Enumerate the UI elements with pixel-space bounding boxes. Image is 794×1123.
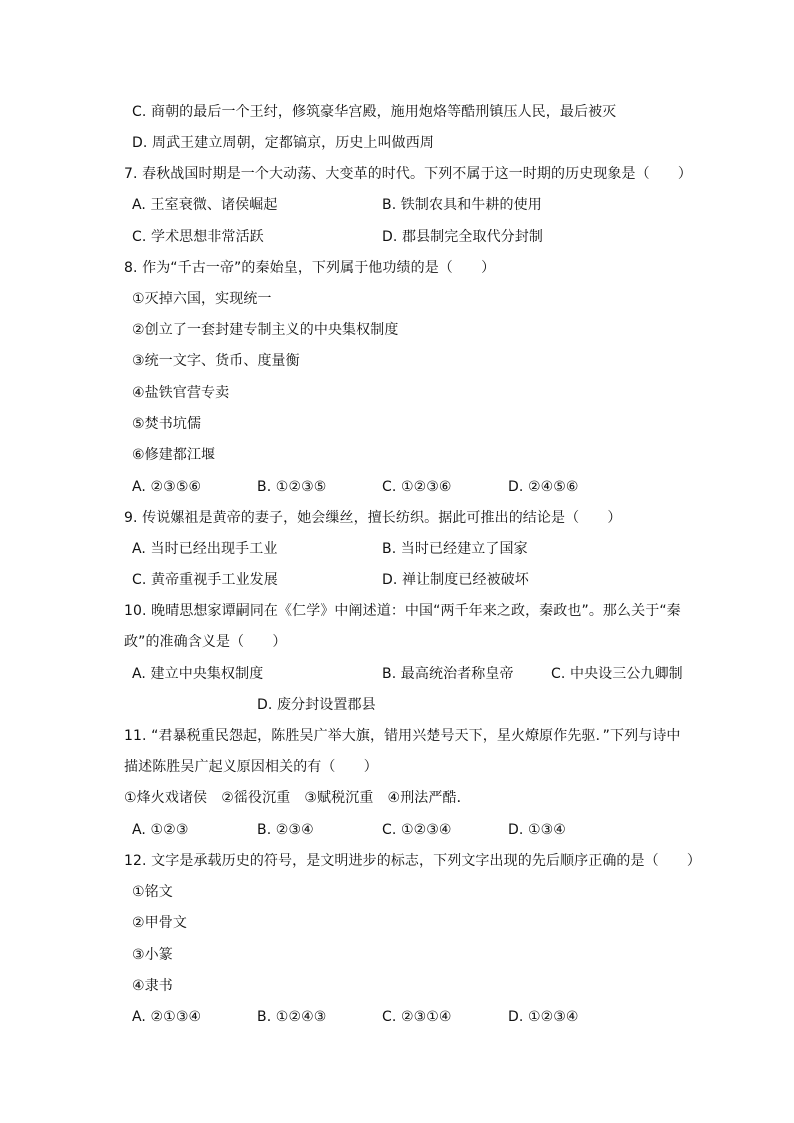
q8-option-d: D. ②④⑤⑥ — [508, 479, 579, 495]
q8-option-c: C. ①②③⑥ — [382, 479, 452, 495]
q11-items: ①烽火戏诸侯 ②徭役沉重 ③赋税沉重 ④刑法严酷． — [124, 790, 471, 806]
q8-option-b: B. ①②③⑤ — [257, 479, 327, 495]
q9-option-b: B. 当时已经建立了国家 — [382, 541, 528, 557]
q11-option-b: B. ②③④ — [257, 822, 314, 838]
q8-item-4: ④盐铁官营专卖 — [132, 385, 230, 401]
q10-option-d: D. 废分封设置郡县 — [257, 697, 376, 713]
q7-option-c: C. 学术思想非常活跃 — [132, 229, 264, 245]
q7-option-d: D. 郡县制完全取代分封制 — [382, 229, 543, 245]
question-9: 9. 传说嫘祖是黄帝的妻子，她会缫丝，擅长纺织。据此可推出的结论是（ ） — [124, 510, 622, 526]
question-12: 12. 文字是承载历史的符号，是文明进步的标志，下列文字出现的先后顺序正确的是（ ） — [124, 853, 702, 869]
option-line: D. 周武王建立周朝，定都镐京，历史上叫做西周 — [132, 135, 434, 151]
q9-option-d: D. 禅让制度已经被破坏 — [382, 572, 529, 588]
q12-item-4: ④隶书 — [132, 978, 173, 994]
q7-option-b: B. 铁制农具和牛耕的使用 — [382, 197, 542, 213]
q9-option-a: A. 当时已经出现手工业 — [132, 541, 278, 557]
q7-option-a: A. 王室衰微、诸侯崛起 — [132, 197, 278, 213]
q12-option-d: D. ①②③④ — [508, 1009, 579, 1025]
q10-option-b: B. 最高统治者称皇帝 — [382, 666, 514, 682]
q12-item-1: ①铭文 — [132, 884, 173, 900]
q10-option-a: A. 建立中央集权制度 — [132, 666, 264, 682]
q8-item-3: ③统一文字、货币、度量衡 — [132, 353, 300, 369]
q8-item-2: ②创立了一套封建专制主义的中央集权制度 — [132, 322, 399, 338]
q11-option-a: A. ①②③ — [132, 822, 189, 838]
q8-item-1: ①灭掉六国，实现统一 — [132, 291, 272, 307]
q12-option-b: B. ①②④③ — [257, 1009, 327, 1025]
option-line: C. 商朝的最后一个王纣，修筑豪华宫殿，施用炮烙等酷刑镇压人民，最后被灭 — [132, 104, 617, 120]
q8-item-5: ⑤焚书坑儒 — [132, 416, 202, 432]
q12-option-a: A. ②①③④ — [132, 1009, 202, 1025]
q12-item-2: ②甲骨文 — [132, 915, 187, 931]
q12-item-3: ③小篆 — [132, 947, 173, 963]
q12-option-c: C. ②③①④ — [382, 1009, 452, 1025]
q10-option-c: C. 中央设三公九卿制 — [551, 666, 683, 682]
question-11-continued: 描述陈胜吴广起义原因相关的有（ ） — [124, 759, 378, 775]
q9-option-c: C. 黄帝重视手工业发展 — [132, 572, 278, 588]
question-10-continued: 政”的准确含义是（ ） — [124, 634, 287, 650]
question-11: 11. “君暴税重民怨起，陈胜吴广举大旗，错用兴楚号天下，星火燎原作先驱．”下列与诗中 — [124, 728, 681, 744]
q8-item-6: ⑥修建都江堰 — [132, 447, 216, 463]
question-10: 10. 晚晴思想家谭嗣同在《仁学》中阐述道：中国“两千年来之政，秦政也”。那么关于“秦 — [124, 603, 681, 619]
question-8: 8. 作为“千古一帝”的秦始皇，下列属于他功绩的是（ ） — [124, 260, 496, 276]
q11-option-d: D. ①③④ — [508, 822, 566, 838]
question-7: 7. 春秋战国时期是一个大动荡、大变革的时代。下列不属于这一时期的历史现象是（ ） — [124, 166, 693, 182]
q11-option-c: C. ①②③④ — [382, 822, 452, 838]
q8-option-a: A. ②③⑤⑥ — [132, 479, 202, 495]
